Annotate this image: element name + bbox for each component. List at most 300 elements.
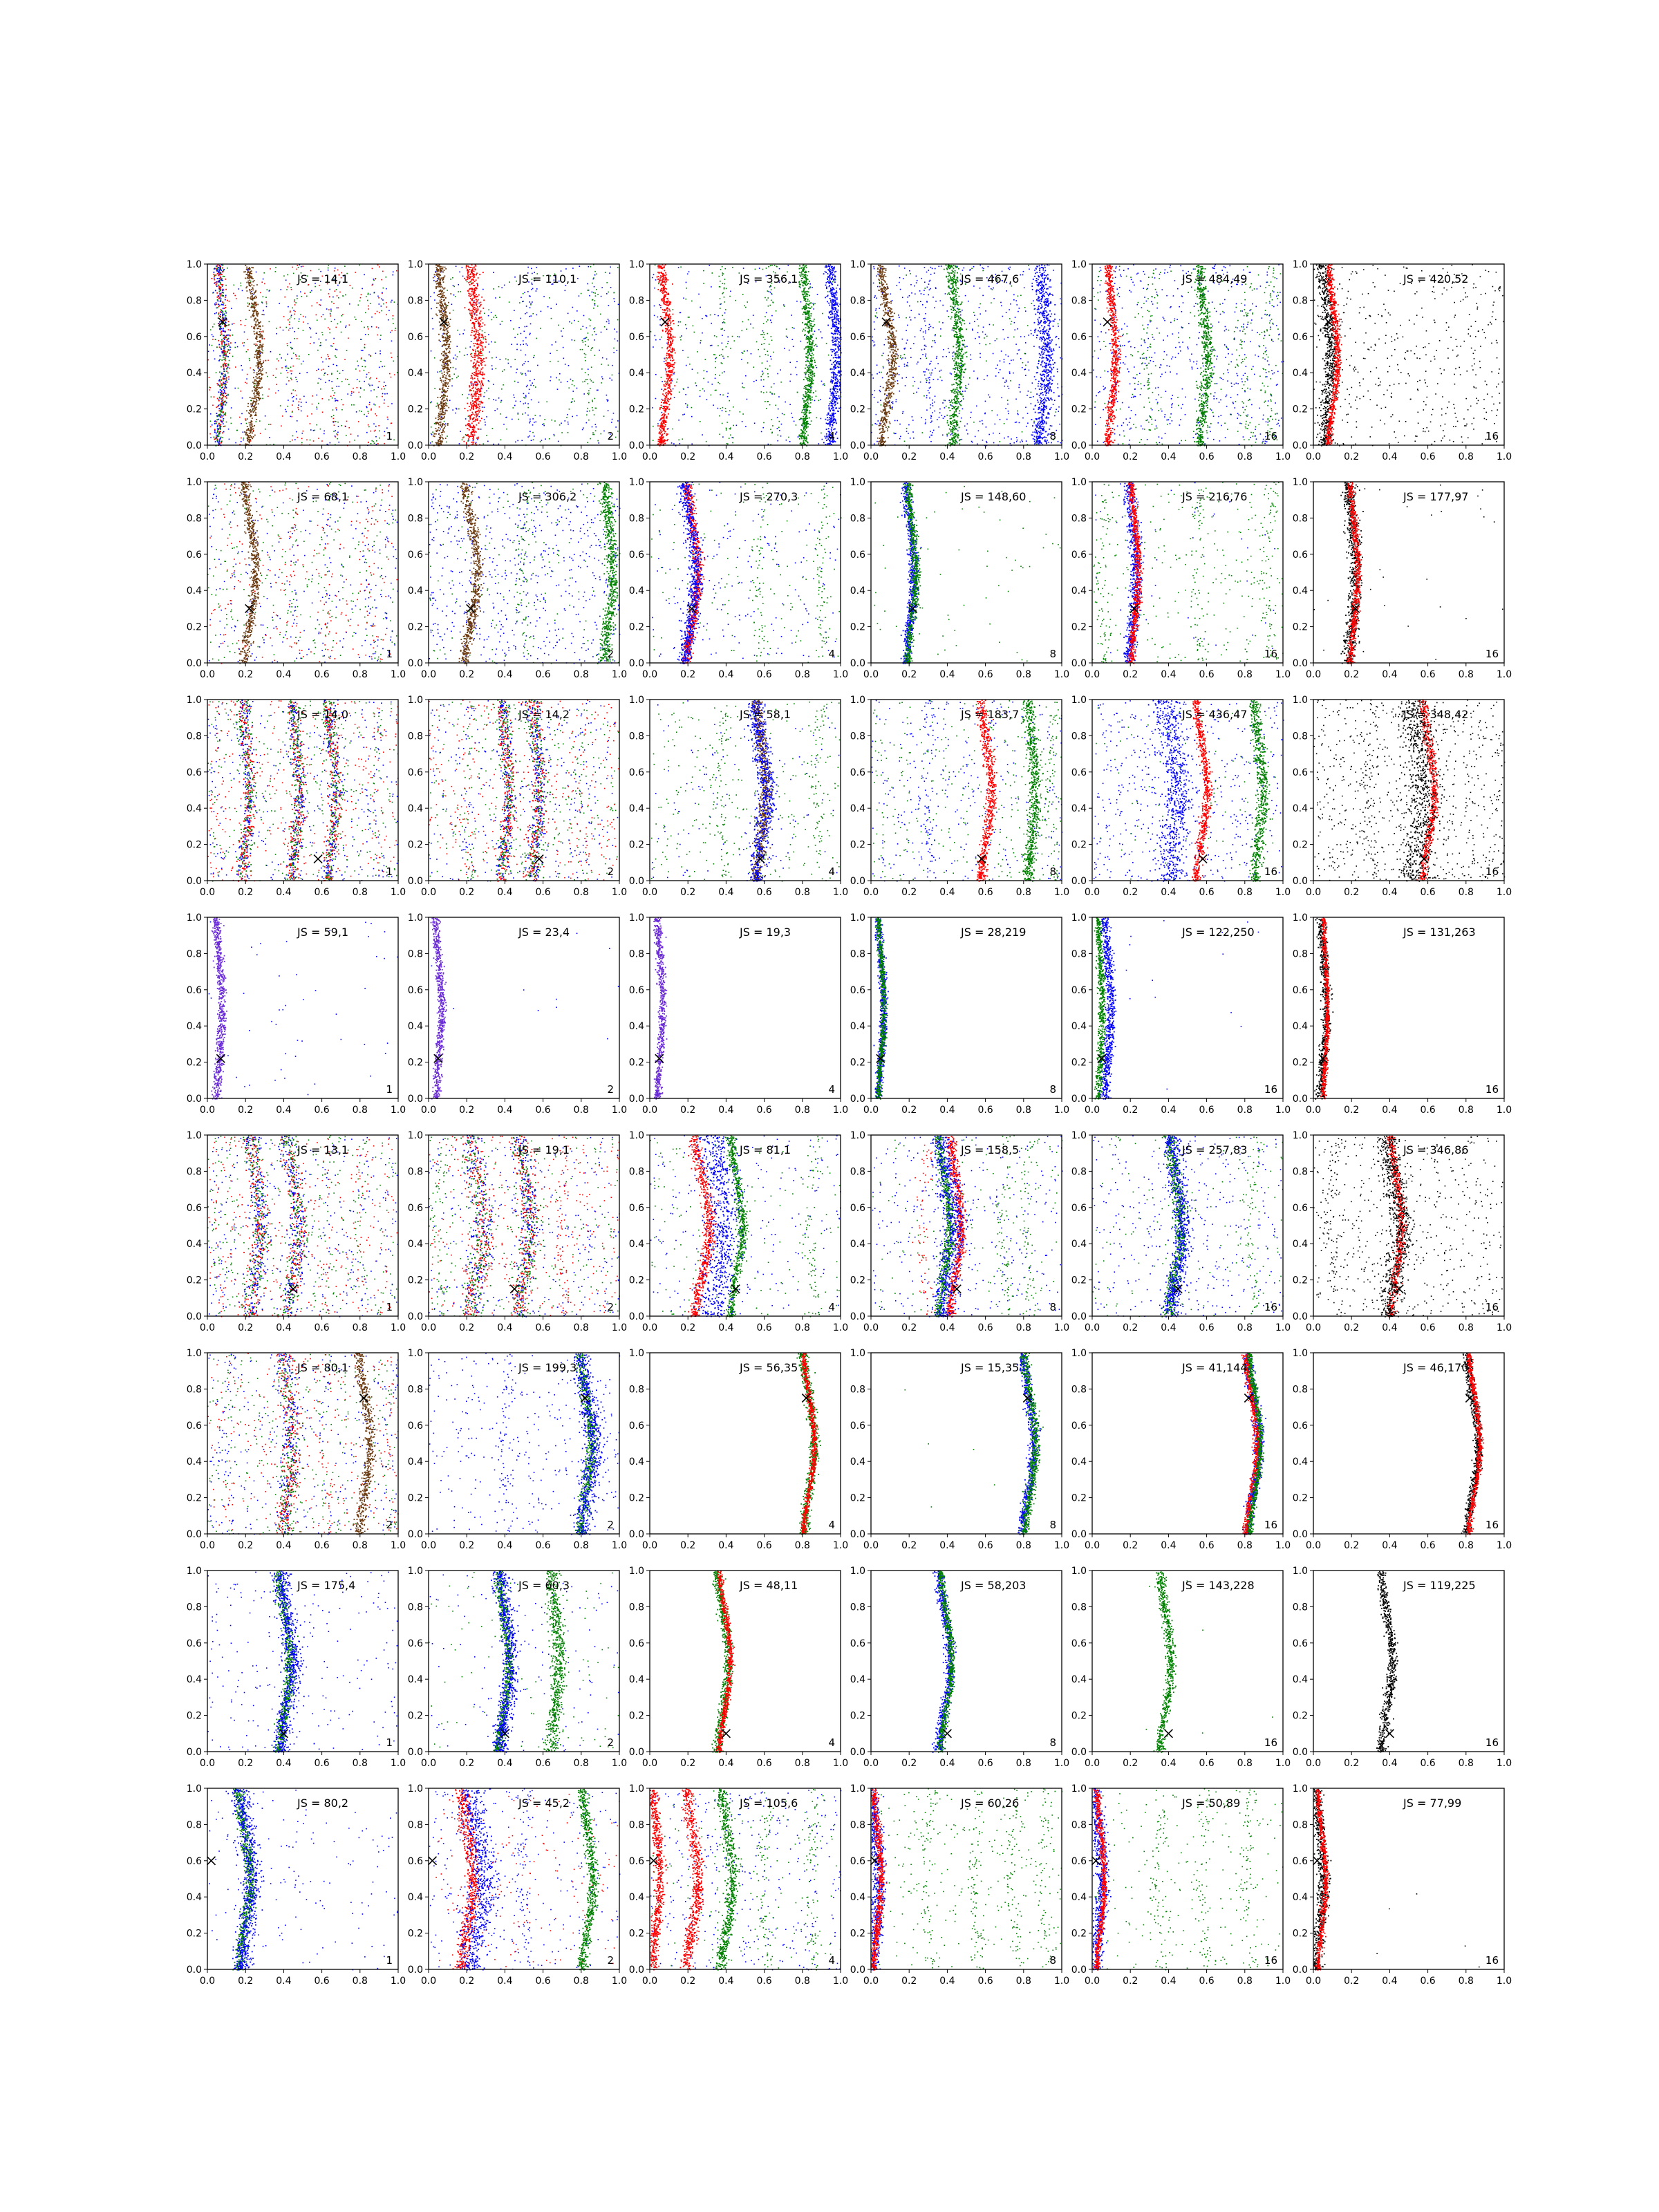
point	[379, 431, 380, 432]
point	[210, 420, 212, 422]
point	[328, 268, 329, 269]
x-tick-label: 0.4	[276, 451, 291, 462]
point	[347, 393, 348, 395]
point	[242, 342, 243, 344]
point	[333, 303, 335, 304]
y-tick-label: 0.2	[187, 404, 202, 415]
point	[316, 370, 317, 371]
point	[221, 298, 222, 299]
point	[295, 354, 297, 355]
point	[361, 294, 362, 296]
point	[324, 319, 326, 320]
point	[244, 342, 245, 344]
point	[360, 297, 362, 299]
point	[343, 296, 344, 297]
point	[253, 294, 254, 295]
point	[313, 440, 315, 442]
point	[327, 374, 328, 375]
point	[337, 324, 339, 325]
point	[288, 330, 290, 331]
point	[379, 367, 380, 368]
point	[231, 423, 232, 424]
point	[280, 327, 281, 328]
point	[298, 328, 299, 330]
point	[222, 285, 223, 287]
point	[230, 418, 232, 419]
point	[314, 430, 315, 431]
point	[357, 365, 359, 366]
point	[246, 423, 247, 424]
point	[275, 393, 276, 394]
point	[377, 335, 378, 336]
point	[387, 417, 388, 418]
point	[208, 359, 209, 361]
point	[291, 373, 292, 375]
point	[260, 292, 261, 294]
point	[243, 431, 244, 433]
point	[214, 324, 215, 325]
point	[269, 290, 270, 292]
point	[340, 321, 341, 323]
point	[319, 304, 320, 306]
point	[332, 390, 334, 391]
point	[306, 440, 308, 441]
point	[303, 321, 304, 323]
point	[339, 373, 341, 374]
point	[310, 292, 312, 293]
point	[341, 399, 342, 400]
point	[361, 357, 362, 359]
point	[266, 303, 268, 305]
point	[222, 437, 223, 438]
point	[249, 358, 250, 359]
point	[391, 353, 392, 354]
point	[310, 270, 312, 272]
point	[210, 329, 212, 330]
point	[236, 430, 238, 431]
point	[234, 323, 235, 324]
point	[275, 271, 276, 272]
point	[386, 314, 387, 315]
point	[391, 377, 392, 378]
point	[285, 359, 286, 361]
point	[283, 330, 284, 331]
point	[393, 318, 394, 319]
point	[270, 424, 272, 425]
point	[328, 293, 330, 294]
point	[381, 388, 382, 390]
point	[253, 430, 254, 431]
point	[384, 388, 385, 390]
point	[358, 392, 359, 393]
x-tick-label: 0.2	[238, 451, 253, 462]
point	[256, 421, 257, 422]
point	[306, 296, 308, 297]
point	[321, 299, 322, 301]
y-tick-label: 0.0	[187, 440, 202, 451]
point	[229, 301, 230, 302]
point	[381, 279, 382, 281]
point	[359, 396, 361, 397]
point	[233, 293, 234, 294]
point	[386, 427, 388, 429]
point	[335, 355, 336, 357]
point	[250, 281, 252, 282]
point	[335, 327, 337, 328]
point	[265, 415, 266, 417]
point	[386, 276, 387, 278]
point	[282, 415, 283, 417]
point	[225, 412, 226, 413]
point	[287, 274, 288, 276]
point	[208, 351, 209, 353]
y-tick-label: 0.8	[408, 295, 423, 306]
point	[301, 402, 302, 403]
point	[294, 311, 296, 312]
point	[293, 310, 294, 312]
point	[359, 411, 360, 412]
x-tick-label: 0.4	[497, 451, 512, 462]
point	[378, 297, 379, 299]
point	[301, 364, 302, 365]
point	[349, 442, 350, 443]
point	[359, 371, 361, 372]
point	[362, 366, 363, 367]
point	[342, 314, 344, 315]
point	[386, 302, 387, 303]
x-tick-label: 0.2	[459, 451, 474, 462]
point	[379, 339, 381, 340]
point	[337, 295, 338, 297]
point	[347, 379, 348, 380]
y-tick-label: 0.6	[187, 332, 202, 343]
point	[353, 388, 354, 389]
point	[393, 315, 394, 317]
point	[364, 389, 365, 391]
x-tick-label: 0.6	[535, 451, 550, 462]
point	[264, 283, 265, 285]
point	[273, 444, 274, 445]
point	[322, 398, 324, 400]
point	[370, 355, 371, 357]
point	[330, 309, 332, 310]
point	[371, 409, 372, 410]
point	[318, 438, 319, 439]
point	[308, 323, 309, 324]
point	[281, 425, 282, 427]
point	[385, 385, 386, 386]
corner-number: 2	[607, 430, 614, 442]
points	[208, 264, 399, 447]
point	[260, 433, 261, 434]
corner-number: 1	[386, 430, 393, 442]
point	[216, 308, 217, 309]
point	[212, 404, 214, 406]
point	[266, 289, 268, 290]
point	[210, 437, 212, 438]
point	[393, 272, 394, 273]
point	[379, 381, 380, 382]
point	[366, 296, 367, 297]
point	[359, 301, 361, 302]
point	[296, 355, 297, 357]
point	[224, 276, 225, 277]
point	[355, 317, 356, 318]
point	[269, 321, 270, 323]
point	[342, 370, 344, 371]
point	[346, 421, 348, 422]
point	[365, 334, 366, 335]
point	[226, 422, 227, 423]
point	[368, 427, 370, 428]
point	[350, 395, 352, 396]
point	[306, 372, 308, 373]
point	[384, 393, 386, 395]
point	[350, 433, 352, 435]
point	[294, 299, 295, 301]
point	[321, 332, 323, 333]
y-tick-label: 0.6	[408, 332, 423, 343]
point	[310, 423, 311, 424]
point	[378, 425, 379, 427]
point	[270, 268, 271, 270]
point	[241, 391, 242, 392]
point	[310, 343, 311, 344]
point	[239, 417, 241, 418]
point	[254, 385, 256, 386]
point	[303, 316, 304, 317]
point	[301, 438, 303, 440]
point	[247, 374, 248, 375]
point	[352, 288, 353, 289]
point	[338, 308, 339, 309]
point	[317, 382, 319, 384]
point	[284, 297, 285, 298]
point	[276, 368, 277, 370]
point	[326, 359, 327, 360]
point	[355, 368, 357, 370]
point	[386, 306, 388, 308]
point	[276, 384, 277, 385]
point	[333, 431, 335, 432]
point	[256, 303, 257, 305]
point	[376, 378, 377, 379]
point	[348, 384, 350, 386]
point	[393, 440, 395, 441]
point	[263, 338, 265, 339]
point	[281, 373, 282, 374]
point	[225, 285, 227, 286]
point	[241, 423, 242, 424]
point	[241, 324, 242, 326]
point	[307, 415, 308, 417]
point	[275, 267, 276, 268]
point	[348, 337, 349, 339]
point	[246, 383, 247, 384]
point	[375, 313, 376, 315]
point	[319, 269, 320, 270]
point	[341, 409, 343, 411]
point	[283, 275, 285, 276]
point	[324, 375, 325, 376]
point	[357, 387, 358, 388]
point	[275, 377, 276, 378]
point	[212, 336, 214, 337]
point	[285, 279, 287, 281]
point	[295, 377, 297, 378]
point	[241, 438, 242, 439]
point	[384, 402, 385, 404]
panel	[187, 259, 406, 462]
point	[280, 405, 281, 406]
point	[357, 435, 359, 437]
point	[316, 424, 317, 426]
point	[262, 398, 263, 400]
point	[214, 278, 215, 279]
point	[259, 420, 261, 422]
point	[287, 406, 288, 407]
point	[247, 303, 249, 304]
point	[291, 371, 292, 372]
point	[319, 378, 320, 379]
point	[233, 285, 234, 286]
point	[240, 283, 241, 284]
point	[384, 366, 385, 367]
point	[346, 350, 348, 351]
point	[320, 290, 321, 291]
point	[263, 272, 265, 274]
point	[377, 265, 379, 266]
point	[298, 404, 299, 406]
point	[386, 393, 388, 395]
point	[355, 272, 356, 273]
point	[235, 366, 236, 368]
point	[227, 268, 228, 269]
point	[289, 283, 290, 285]
point	[377, 443, 379, 444]
point	[379, 406, 380, 408]
point	[291, 315, 292, 316]
point	[316, 395, 317, 396]
point	[317, 409, 318, 410]
point	[315, 286, 316, 288]
point	[395, 328, 396, 329]
point	[294, 331, 295, 332]
point	[382, 366, 383, 368]
point	[280, 289, 281, 290]
point	[251, 326, 252, 328]
point	[292, 435, 294, 437]
point	[213, 292, 214, 293]
point	[276, 333, 277, 335]
point	[310, 328, 312, 330]
point	[290, 366, 292, 368]
point	[376, 396, 377, 397]
point	[384, 435, 385, 437]
point	[297, 437, 299, 438]
point	[317, 302, 318, 303]
js-label: JS = 14,1	[297, 272, 348, 285]
point	[359, 381, 360, 382]
point	[209, 389, 211, 391]
point	[292, 348, 293, 349]
point	[247, 349, 249, 350]
x-tick-label: 0.0	[200, 451, 215, 462]
point	[361, 411, 362, 412]
point	[246, 351, 247, 353]
point	[368, 372, 370, 373]
x-tick-label: 1.0	[391, 451, 406, 462]
point	[320, 388, 321, 390]
point	[389, 373, 391, 375]
point	[311, 306, 312, 307]
point	[245, 319, 247, 320]
point	[382, 396, 383, 397]
point	[279, 303, 280, 304]
point	[234, 295, 236, 297]
point	[302, 266, 303, 268]
point	[243, 438, 245, 439]
point	[234, 347, 236, 348]
point	[365, 360, 366, 362]
x-tick-label: 0.8	[574, 451, 589, 462]
point	[324, 373, 326, 374]
point	[394, 374, 395, 375]
point	[322, 411, 324, 413]
point	[209, 377, 210, 378]
point	[278, 360, 279, 362]
point	[316, 332, 317, 334]
point	[391, 423, 392, 424]
point	[323, 369, 324, 371]
point	[383, 386, 384, 387]
point	[232, 356, 234, 357]
point	[240, 320, 241, 321]
point	[391, 357, 393, 358]
point	[296, 379, 297, 380]
point	[391, 330, 393, 332]
point	[216, 372, 217, 373]
point	[353, 404, 355, 406]
point	[238, 388, 239, 389]
point	[361, 321, 362, 322]
point	[262, 394, 263, 395]
y-tick-label: 1.0	[408, 259, 423, 270]
point	[297, 358, 298, 359]
point	[357, 361, 358, 362]
point	[303, 396, 305, 397]
point	[312, 395, 313, 397]
point	[364, 344, 366, 346]
point	[333, 338, 335, 339]
point	[285, 367, 287, 368]
point	[229, 346, 231, 348]
point	[321, 370, 322, 371]
point	[303, 330, 304, 331]
point	[341, 332, 342, 333]
point	[377, 311, 378, 312]
point	[268, 388, 270, 390]
point	[379, 312, 380, 314]
point	[393, 323, 394, 324]
point	[241, 413, 243, 415]
point	[313, 342, 315, 344]
point	[231, 308, 232, 309]
point	[308, 354, 310, 355]
point	[228, 329, 229, 330]
point	[337, 431, 339, 433]
point	[328, 265, 330, 266]
